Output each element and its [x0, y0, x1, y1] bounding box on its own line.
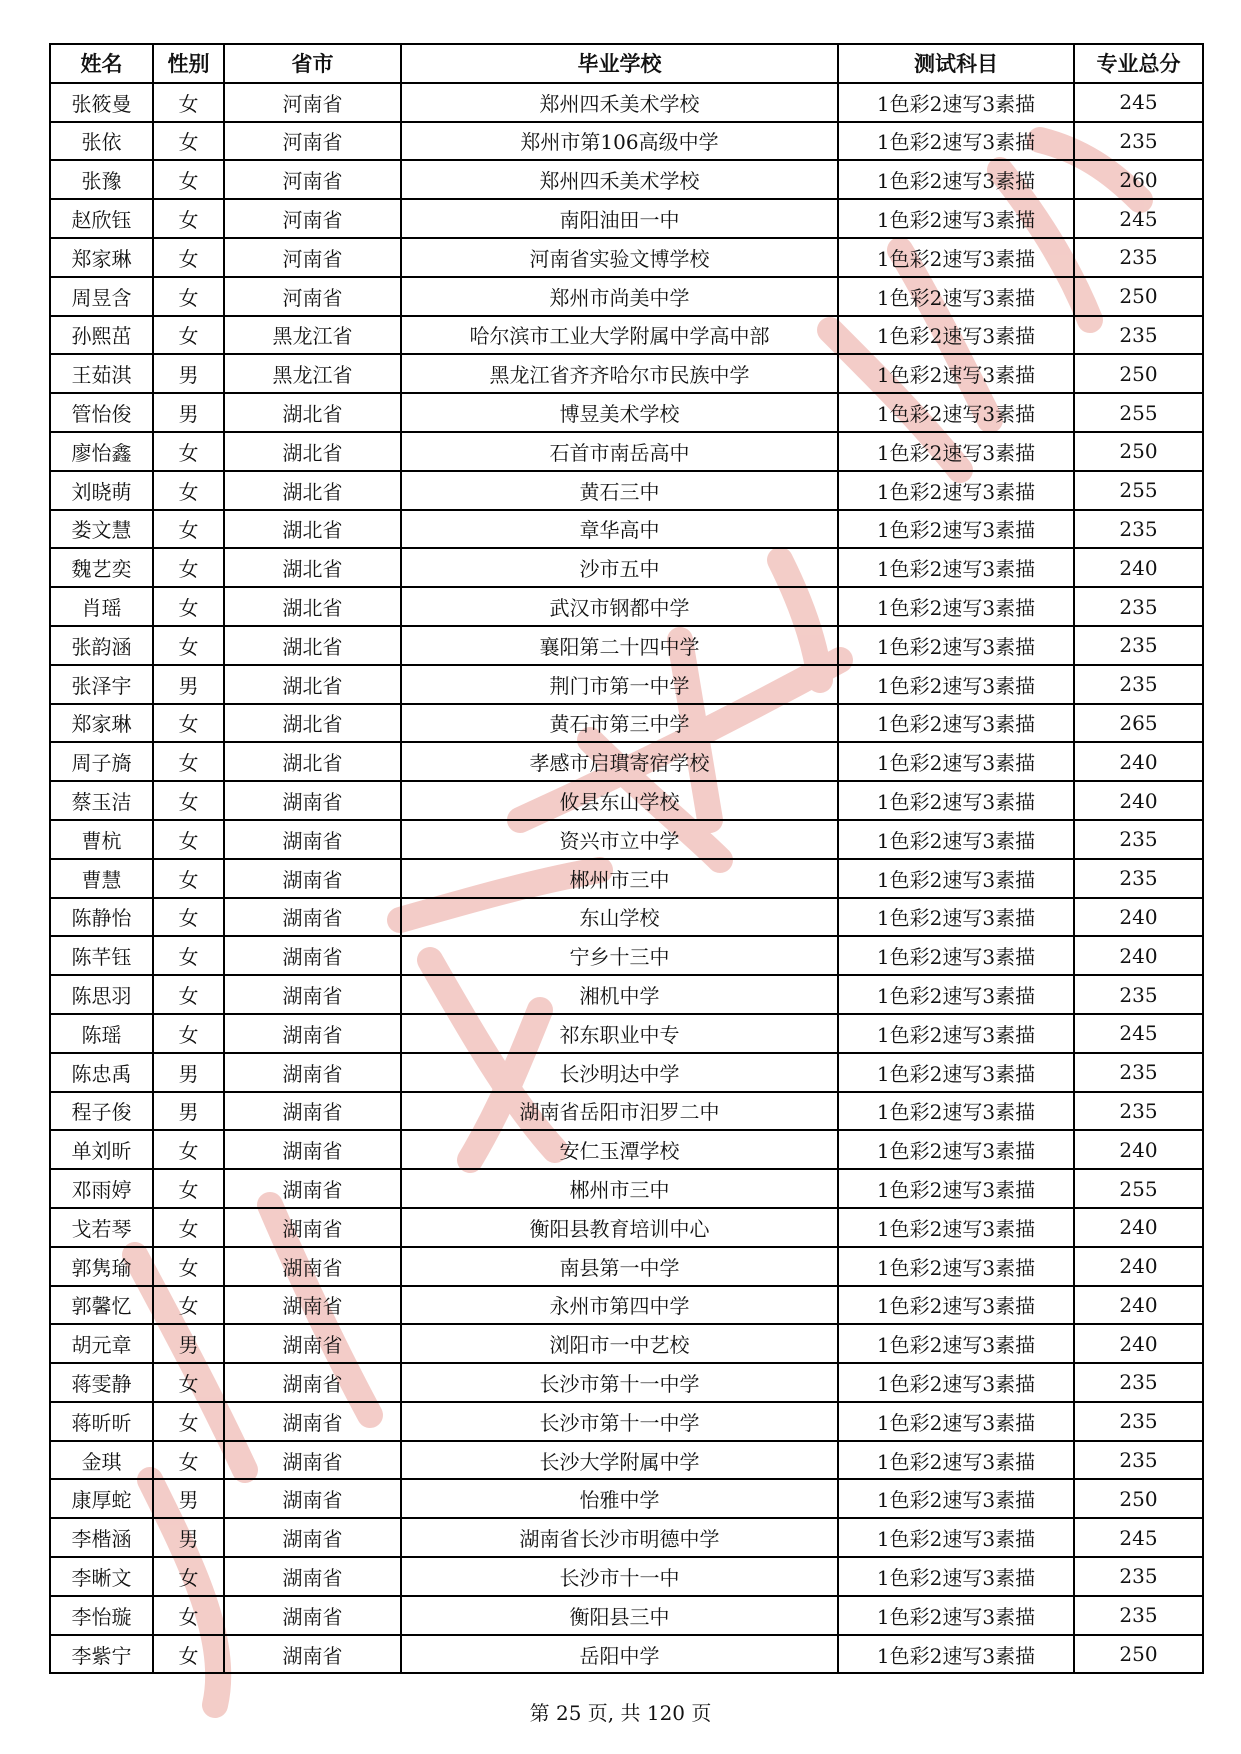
cell-gender: 女	[153, 898, 224, 937]
cell-total-score: 240	[1074, 898, 1203, 937]
cell-school: 郑州四禾美术学校	[401, 83, 838, 122]
cell-province: 湖南省	[224, 1402, 401, 1441]
cell-province: 湖南省	[224, 1479, 401, 1518]
table-row	[50, 1092, 1203, 1131]
cell-province: 湖南省	[224, 936, 401, 975]
cell-subjects: 1色彩2速写3素描	[838, 781, 1074, 820]
table-body	[50, 83, 1203, 1674]
cell-gender: 女	[153, 199, 224, 238]
cell-school: 岳阳中学	[401, 1635, 838, 1674]
cell-province: 湖北省	[224, 704, 401, 743]
table-row	[50, 1518, 1203, 1557]
table-row	[50, 898, 1203, 937]
cell-total-score: 235	[1074, 665, 1203, 704]
cell-name: 赵欣钰	[50, 199, 153, 238]
cell-name: 戈若琴	[50, 1208, 153, 1247]
cell-school: 郴州市三中	[401, 1169, 838, 1208]
cell-subjects: 1色彩2速写3素描	[838, 1479, 1074, 1518]
cell-name: 蔡玉洁	[50, 781, 153, 820]
cell-school: 南阳油田一中	[401, 199, 838, 238]
cell-province: 河南省	[224, 199, 401, 238]
cell-province: 湖南省	[224, 1130, 401, 1169]
cell-province: 湖南省	[224, 1208, 401, 1247]
cell-gender: 女	[153, 277, 224, 316]
cell-subjects: 1色彩2速写3素描	[838, 471, 1074, 510]
cell-school: 安仁玉潭学校	[401, 1130, 838, 1169]
cell-total-score: 240	[1074, 548, 1203, 587]
cell-province: 湖南省	[224, 1596, 401, 1635]
cell-subjects: 1色彩2速写3素描	[838, 1363, 1074, 1402]
cell-subjects: 1色彩2速写3素描	[838, 665, 1074, 704]
cell-gender: 女	[153, 548, 224, 587]
cell-gender: 女	[153, 510, 224, 549]
cell-school: 湘机中学	[401, 975, 838, 1014]
table-row	[50, 665, 1203, 704]
cell-gender: 女	[153, 1286, 224, 1325]
cell-subjects: 1色彩2速写3素描	[838, 1053, 1074, 1092]
cell-total-score: 235	[1074, 1441, 1203, 1480]
cell-province: 湖南省	[224, 781, 401, 820]
cell-province: 湖南省	[224, 1092, 401, 1131]
cell-gender: 女	[153, 1208, 224, 1247]
table-row	[50, 1130, 1203, 1169]
table-row	[50, 626, 1203, 665]
cell-province: 湖北省	[224, 510, 401, 549]
cell-province: 湖北省	[224, 626, 401, 665]
cell-name: 张依	[50, 122, 153, 161]
table-row	[50, 975, 1203, 1014]
cell-subjects: 1色彩2速写3素描	[838, 1441, 1074, 1480]
cell-province: 湖北省	[224, 548, 401, 587]
cell-province: 河南省	[224, 238, 401, 277]
cell-total-score: 235	[1074, 1402, 1203, 1441]
cell-name: 周子旖	[50, 742, 153, 781]
cell-gender: 女	[153, 975, 224, 1014]
cell-name: 郭隽瑜	[50, 1247, 153, 1286]
cell-subjects: 1色彩2速写3素描	[838, 238, 1074, 277]
cell-subjects: 1色彩2速写3素描	[838, 742, 1074, 781]
cell-subjects: 1色彩2速写3素描	[838, 354, 1074, 393]
cell-school: 河南省实验文博学校	[401, 238, 838, 277]
cell-total-score: 235	[1074, 1557, 1203, 1596]
header-province: 省市	[224, 44, 401, 83]
cell-subjects: 1色彩2速写3素描	[838, 393, 1074, 432]
cell-school: 石首市南岳高中	[401, 432, 838, 471]
cell-school: 衡阳县三中	[401, 1596, 838, 1635]
table-row	[50, 316, 1203, 355]
table-row	[50, 1479, 1203, 1518]
table-row	[50, 471, 1203, 510]
cell-name: 周昱含	[50, 277, 153, 316]
cell-total-score: 240	[1074, 1324, 1203, 1363]
cell-province: 湖南省	[224, 1324, 401, 1363]
cell-total-score: 235	[1074, 510, 1203, 549]
page-number-footer: 第 25 页, 共 120 页	[529, 1701, 712, 1725]
table-row	[50, 587, 1203, 626]
cell-total-score: 240	[1074, 781, 1203, 820]
cell-name: 蒋雯静	[50, 1363, 153, 1402]
cell-gender: 女	[153, 781, 224, 820]
cell-subjects: 1色彩2速写3素描	[838, 199, 1074, 238]
cell-province: 湖南省	[224, 1053, 401, 1092]
table-row	[50, 781, 1203, 820]
cell-gender: 女	[153, 1130, 224, 1169]
cell-total-score: 255	[1074, 1169, 1203, 1208]
cell-school: 武汉市钢都中学	[401, 587, 838, 626]
cell-subjects: 1色彩2速写3素描	[838, 1169, 1074, 1208]
cell-total-score: 235	[1074, 316, 1203, 355]
cell-province: 河南省	[224, 122, 401, 161]
cell-total-score: 255	[1074, 393, 1203, 432]
cell-subjects: 1色彩2速写3素描	[838, 898, 1074, 937]
cell-total-score: 245	[1074, 1014, 1203, 1053]
cell-gender: 女	[153, 1014, 224, 1053]
cell-total-score: 240	[1074, 1247, 1203, 1286]
cell-gender: 女	[153, 1596, 224, 1635]
cell-total-score: 265	[1074, 704, 1203, 743]
cell-total-score: 240	[1074, 1208, 1203, 1247]
cell-name: 陈静怡	[50, 898, 153, 937]
cell-school: 郑州四禾美术学校	[401, 160, 838, 199]
cell-school: 湖南省岳阳市汨罗二中	[401, 1092, 838, 1131]
cell-name: 娄文慧	[50, 510, 153, 549]
cell-name: 单刘昕	[50, 1130, 153, 1169]
table-row	[50, 1286, 1203, 1325]
cell-subjects: 1色彩2速写3素描	[838, 626, 1074, 665]
cell-gender: 男	[153, 393, 224, 432]
cell-name: 刘晓萌	[50, 471, 153, 510]
cell-school: 黄石市第三中学	[401, 704, 838, 743]
cell-name: 张泽宇	[50, 665, 153, 704]
cell-subjects: 1色彩2速写3素描	[838, 704, 1074, 743]
table-row	[50, 1169, 1203, 1208]
cell-gender: 男	[153, 1324, 224, 1363]
cell-province: 湖南省	[224, 1286, 401, 1325]
table-row	[50, 859, 1203, 898]
table-row	[50, 820, 1203, 859]
cell-total-score: 235	[1074, 1363, 1203, 1402]
cell-total-score: 250	[1074, 277, 1203, 316]
cell-gender: 女	[153, 626, 224, 665]
cell-school: 资兴市立中学	[401, 820, 838, 859]
cell-total-score: 250	[1074, 1479, 1203, 1518]
table-row	[50, 742, 1203, 781]
cell-province: 河南省	[224, 83, 401, 122]
header-school: 毕业学校	[401, 44, 838, 83]
cell-name: 王茹淇	[50, 354, 153, 393]
cell-subjects: 1色彩2速写3素描	[838, 859, 1074, 898]
cell-province: 黑龙江省	[224, 316, 401, 355]
cell-total-score: 240	[1074, 1286, 1203, 1325]
cell-gender: 女	[153, 1635, 224, 1674]
cell-gender: 男	[153, 1479, 224, 1518]
cell-name: 肖瑶	[50, 587, 153, 626]
cell-name: 张韵涵	[50, 626, 153, 665]
cell-province: 黑龙江省	[224, 354, 401, 393]
cell-province: 湖北省	[224, 432, 401, 471]
cell-province: 湖南省	[224, 1014, 401, 1053]
cell-gender: 女	[153, 742, 224, 781]
cell-total-score: 235	[1074, 238, 1203, 277]
cell-total-score: 235	[1074, 975, 1203, 1014]
cell-school: 郴州市三中	[401, 859, 838, 898]
cell-province: 湖南省	[224, 1518, 401, 1557]
table-row	[50, 1363, 1203, 1402]
cell-name: 程子俊	[50, 1092, 153, 1131]
cell-name: 李怡璇	[50, 1596, 153, 1635]
cell-total-score: 235	[1074, 820, 1203, 859]
cell-subjects: 1色彩2速写3素描	[838, 548, 1074, 587]
table-row	[50, 160, 1203, 199]
cell-name: 郑家琳	[50, 238, 153, 277]
table-row	[50, 510, 1203, 549]
cell-total-score: 245	[1074, 1518, 1203, 1557]
cell-name: 陈忠禹	[50, 1053, 153, 1092]
cell-gender: 女	[153, 316, 224, 355]
table-row	[50, 1247, 1203, 1286]
cell-total-score: 235	[1074, 122, 1203, 161]
cell-subjects: 1色彩2速写3素描	[838, 1324, 1074, 1363]
cell-total-score: 260	[1074, 160, 1203, 199]
cell-total-score: 245	[1074, 199, 1203, 238]
cell-gender: 男	[153, 1518, 224, 1557]
cell-subjects: 1色彩2速写3素描	[838, 1635, 1074, 1674]
table-row	[50, 1053, 1203, 1092]
cell-province: 湖北省	[224, 393, 401, 432]
cell-school: 黄石三中	[401, 471, 838, 510]
cell-subjects: 1色彩2速写3素描	[838, 1247, 1074, 1286]
table-row	[50, 238, 1203, 277]
cell-gender: 女	[153, 1402, 224, 1441]
cell-school: 黑龙江省齐齐哈尔市民族中学	[401, 354, 838, 393]
cell-gender: 女	[153, 432, 224, 471]
cell-total-score: 240	[1074, 936, 1203, 975]
cell-school: 攸县东山学校	[401, 781, 838, 820]
cell-name: 金琪	[50, 1441, 153, 1480]
cell-gender: 女	[153, 1363, 224, 1402]
cell-gender: 男	[153, 665, 224, 704]
cell-name: 曹慧	[50, 859, 153, 898]
header-name: 姓名	[50, 44, 153, 83]
cell-name: 李晰文	[50, 1557, 153, 1596]
table-row	[50, 1324, 1203, 1363]
table-header-row	[50, 44, 1203, 83]
table-row	[50, 1014, 1203, 1053]
cell-name: 郭馨忆	[50, 1286, 153, 1325]
cell-school: 博昱美术学校	[401, 393, 838, 432]
cell-province: 湖北省	[224, 742, 401, 781]
cell-school: 襄阳第二十四中学	[401, 626, 838, 665]
cell-province: 河南省	[224, 160, 401, 199]
table-row	[50, 199, 1203, 238]
cell-total-score: 235	[1074, 587, 1203, 626]
cell-gender: 男	[153, 354, 224, 393]
cell-school: 章华高中	[401, 510, 838, 549]
table-row	[50, 936, 1203, 975]
cell-subjects: 1色彩2速写3素描	[838, 1014, 1074, 1053]
table-row	[50, 1208, 1203, 1247]
cell-province: 湖南省	[224, 1635, 401, 1674]
table-row	[50, 432, 1203, 471]
cell-total-score: 255	[1074, 471, 1203, 510]
cell-name: 魏艺奕	[50, 548, 153, 587]
cell-total-score: 250	[1074, 354, 1203, 393]
cell-name: 陈芊钰	[50, 936, 153, 975]
cell-subjects: 1色彩2速写3素描	[838, 1557, 1074, 1596]
cell-name: 管怡俊	[50, 393, 153, 432]
cell-name: 张筱曼	[50, 83, 153, 122]
cell-total-score: 235	[1074, 859, 1203, 898]
cell-subjects: 1色彩2速写3素描	[838, 316, 1074, 355]
cell-school: 郑州市尚美中学	[401, 277, 838, 316]
cell-province: 湖南省	[224, 1363, 401, 1402]
cell-total-score: 235	[1074, 1092, 1203, 1131]
cell-school: 长沙明达中学	[401, 1053, 838, 1092]
cell-gender: 女	[153, 160, 224, 199]
cell-subjects: 1色彩2速写3素描	[838, 122, 1074, 161]
cell-school: 东山学校	[401, 898, 838, 937]
cell-subjects: 1色彩2速写3素描	[838, 83, 1074, 122]
cell-province: 湖南省	[224, 1247, 401, 1286]
cell-school: 长沙市第十一中学	[401, 1363, 838, 1402]
cell-subjects: 1色彩2速写3素描	[838, 277, 1074, 316]
cell-gender: 男	[153, 1053, 224, 1092]
cell-name: 曹杭	[50, 820, 153, 859]
cell-name: 陈瑶	[50, 1014, 153, 1053]
cell-gender: 女	[153, 122, 224, 161]
cell-school: 南县第一中学	[401, 1247, 838, 1286]
cell-name: 郑家琳	[50, 704, 153, 743]
table-row	[50, 1402, 1203, 1441]
cell-province: 湖南省	[224, 975, 401, 1014]
cell-total-score: 240	[1074, 742, 1203, 781]
cell-subjects: 1色彩2速写3素描	[838, 1208, 1074, 1247]
cell-school: 郑州市第106高级中学	[401, 122, 838, 161]
cell-province: 湖南省	[224, 1441, 401, 1480]
cell-name: 张豫	[50, 160, 153, 199]
cell-subjects: 1色彩2速写3素描	[838, 1402, 1074, 1441]
cell-school: 荆门市第一中学	[401, 665, 838, 704]
cell-province: 湖北省	[224, 471, 401, 510]
cell-subjects: 1色彩2速写3素描	[838, 510, 1074, 549]
cell-province: 湖南省	[224, 1169, 401, 1208]
cell-province: 湖南省	[224, 1557, 401, 1596]
table-row	[50, 1441, 1203, 1480]
cell-school: 宁乡十三中	[401, 936, 838, 975]
cell-school: 永州市第四中学	[401, 1286, 838, 1325]
cell-school: 祁东职业中专	[401, 1014, 838, 1053]
cell-school: 怡雅中学	[401, 1479, 838, 1518]
table-row	[50, 704, 1203, 743]
cell-gender: 女	[153, 238, 224, 277]
cell-province: 湖南省	[224, 898, 401, 937]
table-row	[50, 548, 1203, 587]
cell-total-score: 250	[1074, 1635, 1203, 1674]
cell-name: 李楷涵	[50, 1518, 153, 1557]
cell-subjects: 1色彩2速写3素描	[838, 1286, 1074, 1325]
cell-gender: 女	[153, 1557, 224, 1596]
cell-name: 蒋昕昕	[50, 1402, 153, 1441]
cell-subjects: 1色彩2速写3素描	[838, 160, 1074, 199]
cell-gender: 女	[153, 820, 224, 859]
cell-name: 胡元章	[50, 1324, 153, 1363]
cell-name: 李紫宁	[50, 1635, 153, 1674]
cell-subjects: 1色彩2速写3素描	[838, 936, 1074, 975]
table-row	[50, 1635, 1203, 1674]
cell-school: 孝感市启瑻寄宿学校	[401, 742, 838, 781]
cell-gender: 女	[153, 1247, 224, 1286]
cell-school: 湖南省长沙市明德中学	[401, 1518, 838, 1557]
cell-total-score: 235	[1074, 626, 1203, 665]
cell-total-score: 250	[1074, 432, 1203, 471]
table-row	[50, 122, 1203, 161]
cell-total-score: 245	[1074, 83, 1203, 122]
cell-total-score: 240	[1074, 1130, 1203, 1169]
cell-name: 陈思羽	[50, 975, 153, 1014]
cell-name: 康厚蛇	[50, 1479, 153, 1518]
cell-gender: 女	[153, 471, 224, 510]
table-row	[50, 83, 1203, 122]
cell-school: 浏阳市一中艺校	[401, 1324, 838, 1363]
table-row	[50, 277, 1203, 316]
header-gender: 性别	[153, 44, 224, 83]
cell-gender: 女	[153, 1441, 224, 1480]
cell-province: 河南省	[224, 277, 401, 316]
table-row	[50, 1557, 1203, 1596]
cell-subjects: 1色彩2速写3素描	[838, 1130, 1074, 1169]
cell-gender: 男	[153, 1092, 224, 1131]
cell-subjects: 1色彩2速写3素描	[838, 1518, 1074, 1557]
candidate-score-table	[49, 43, 1204, 1674]
cell-name: 廖怡鑫	[50, 432, 153, 471]
table-row	[50, 354, 1203, 393]
cell-school: 长沙大学附属中学	[401, 1441, 838, 1480]
cell-gender: 女	[153, 587, 224, 626]
cell-school: 长沙市十一中	[401, 1557, 838, 1596]
cell-gender: 女	[153, 83, 224, 122]
cell-province: 湖北省	[224, 587, 401, 626]
cell-gender: 女	[153, 704, 224, 743]
header-subjects: 测试科目	[838, 44, 1074, 83]
cell-province: 湖南省	[224, 859, 401, 898]
cell-subjects: 1色彩2速写3素描	[838, 1092, 1074, 1131]
cell-subjects: 1色彩2速写3素描	[838, 432, 1074, 471]
cell-gender: 女	[153, 859, 224, 898]
cell-school: 衡阳县教育培训中心	[401, 1208, 838, 1247]
cell-school: 哈尔滨市工业大学附属中学高中部	[401, 316, 838, 355]
cell-name: 邓雨婷	[50, 1169, 153, 1208]
cell-gender: 女	[153, 936, 224, 975]
cell-subjects: 1色彩2速写3素描	[838, 820, 1074, 859]
header-total-score: 专业总分	[1074, 44, 1203, 83]
table-row	[50, 393, 1203, 432]
cell-total-score: 235	[1074, 1053, 1203, 1092]
cell-subjects: 1色彩2速写3素描	[838, 587, 1074, 626]
cell-province: 湖北省	[224, 665, 401, 704]
cell-gender: 女	[153, 1169, 224, 1208]
cell-province: 湖南省	[224, 820, 401, 859]
cell-name: 孙熙茁	[50, 316, 153, 355]
cell-total-score: 235	[1074, 1596, 1203, 1635]
cell-school: 长沙市第十一中学	[401, 1402, 838, 1441]
cell-subjects: 1色彩2速写3素描	[838, 975, 1074, 1014]
cell-school: 沙市五中	[401, 548, 838, 587]
table-row	[50, 1596, 1203, 1635]
cell-subjects: 1色彩2速写3素描	[838, 1596, 1074, 1635]
